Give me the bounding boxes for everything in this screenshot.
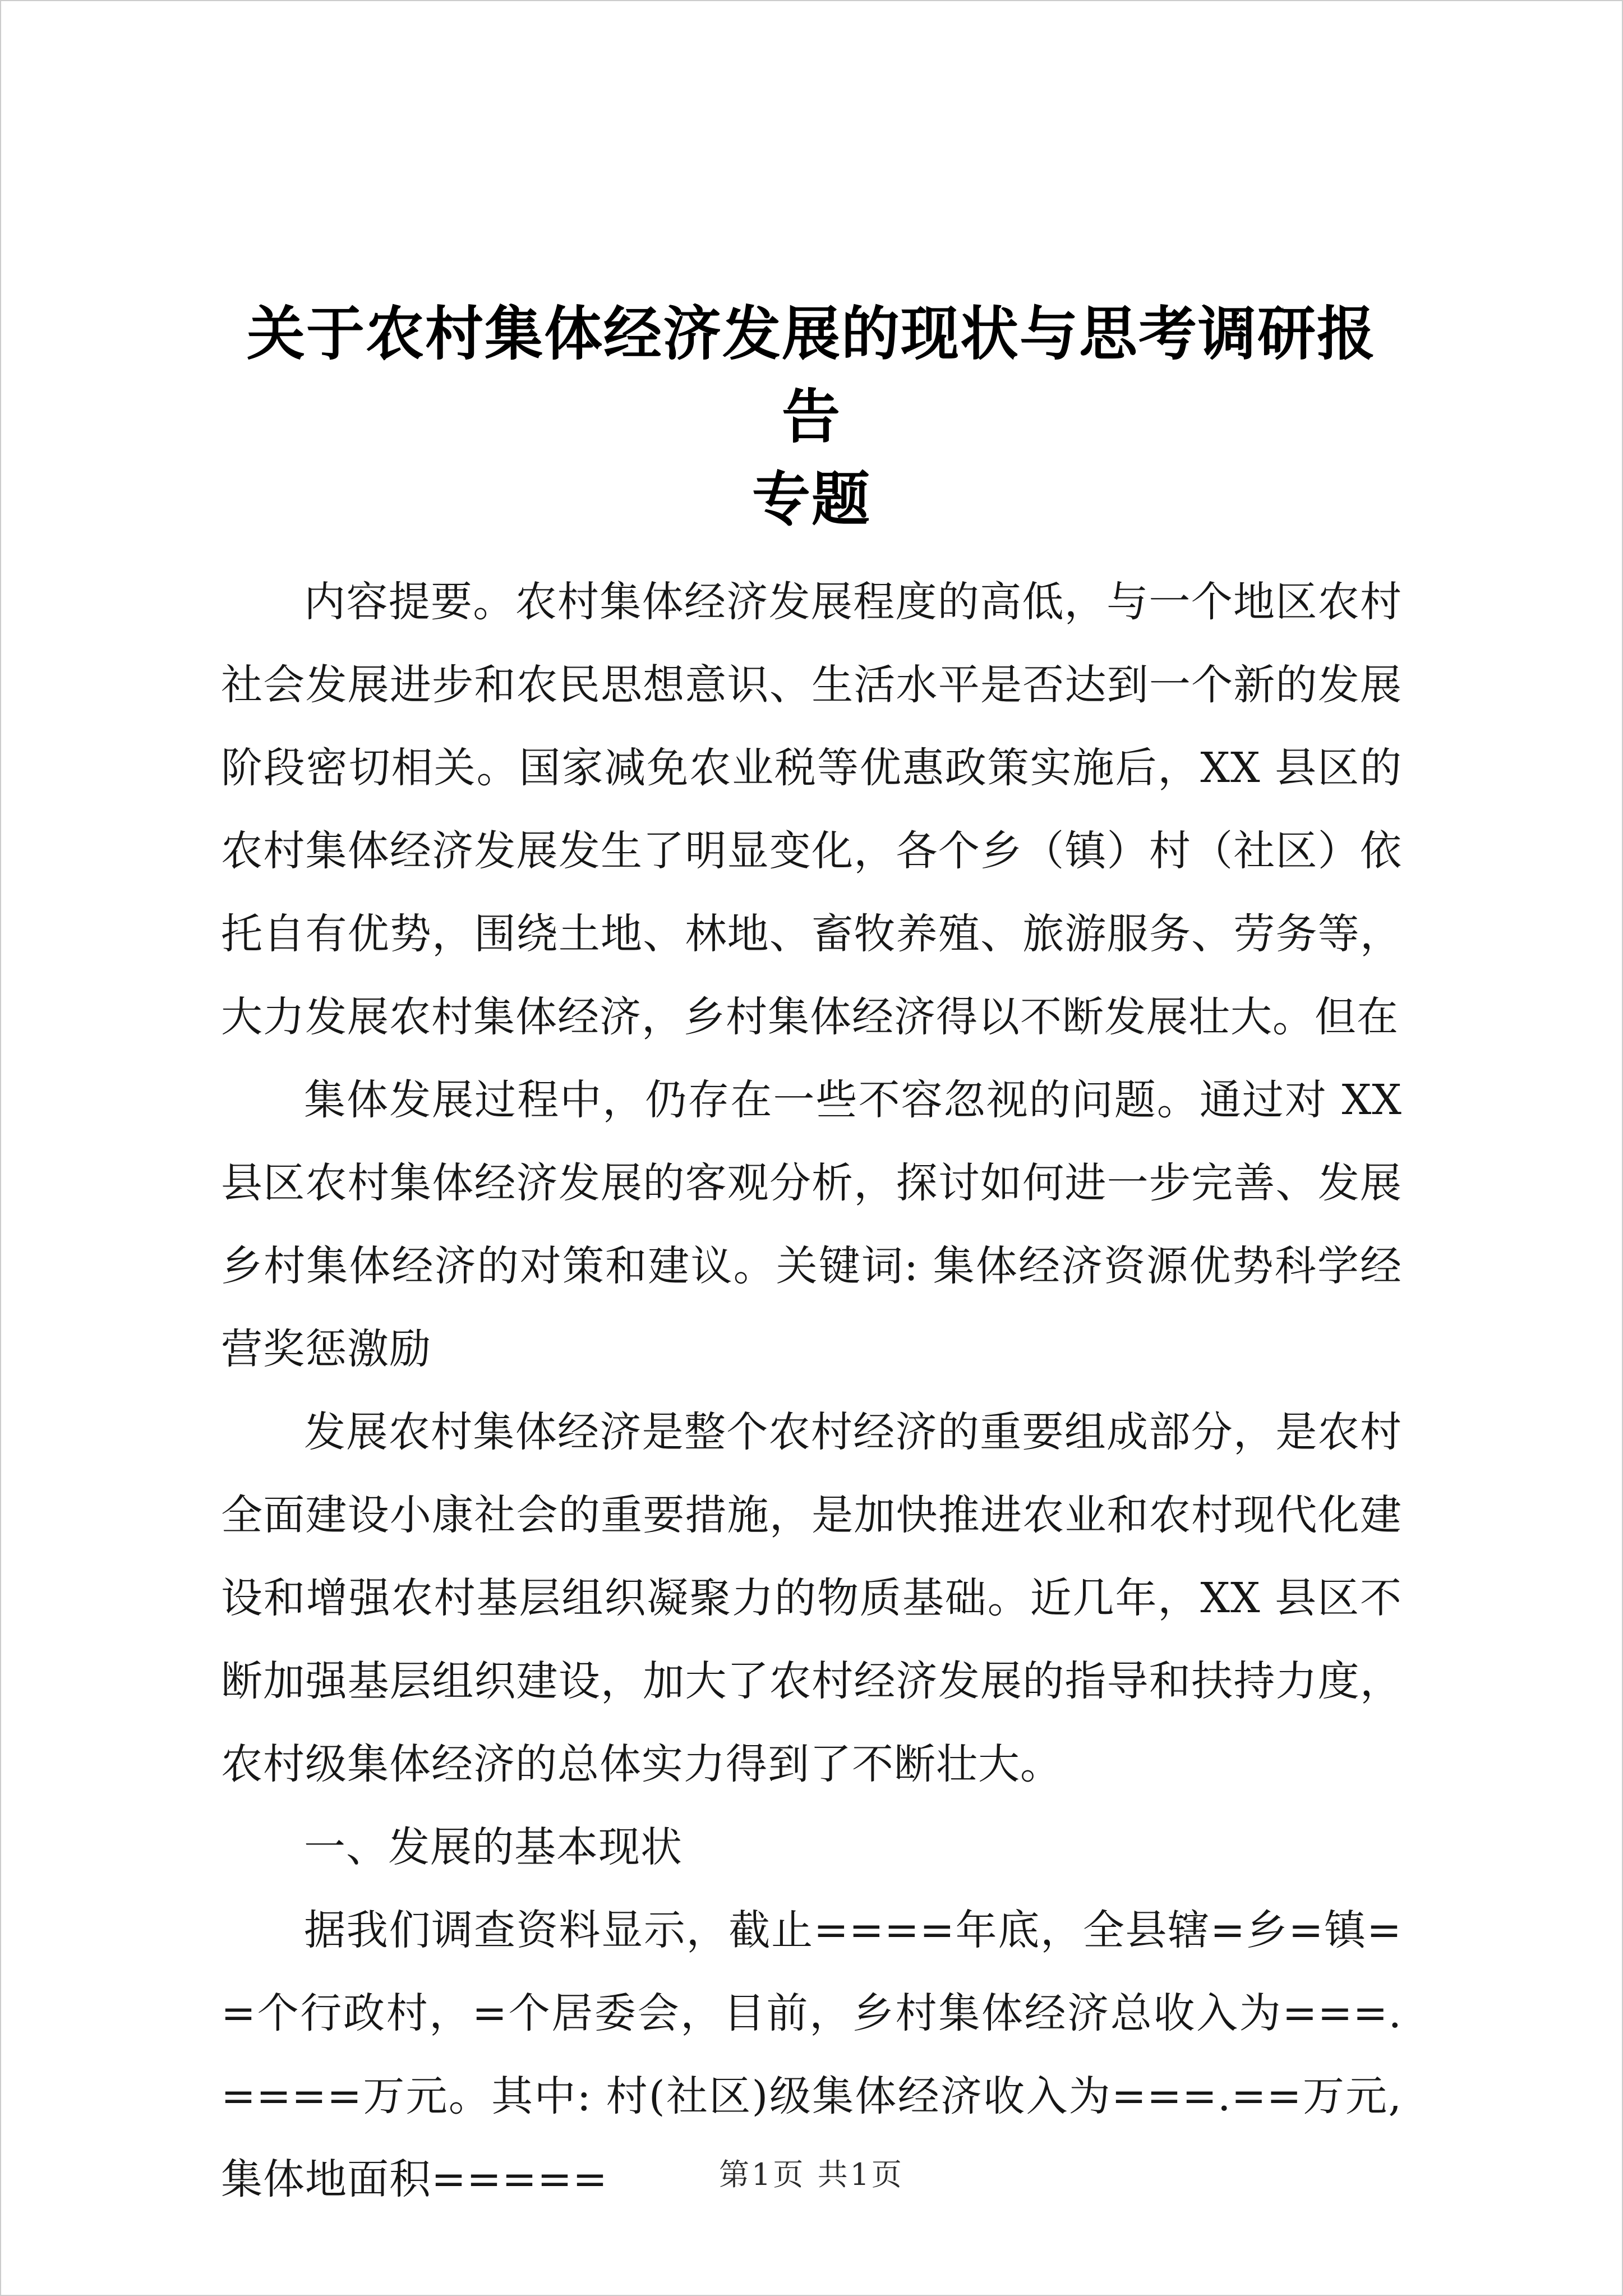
- document-title: [221, 293, 1402, 541]
- document-body: [221, 560, 1402, 2221]
- section-heading: 一、发展的基本现状: [304, 1823, 683, 1872]
- document-page: [1, 1, 1622, 2295]
- document-title-line-2: 专题: [751, 465, 871, 534]
- page-footer: [1, 2151, 1622, 2194]
- paragraph-survey-data: 据我们调查资料显示，截止====年底，全县辖=乡=镇==个行政村，=个居委会，目前，乡村集体经济总收入为===.====万元。其中: 村(社区)级集体经济收入为===.==万元,集体地面积=====: [221, 1906, 1402, 2204]
- paragraph-intro: 发展农村集体经济是整个农村经济的重要组成部分，是农村全面建设小康社会的重要措施，是加快推进农业和农村现代化建设和增强农村基层组织凝聚力的物质基础。近几年，XX 县区不断加强基层组织建设，加大了农村经济发展的指导和扶持力度，农村级集体经济的总体实力得到了不断壮大。: [221, 1408, 1402, 1789]
- page-number: 第1页 共1页: [719, 2157, 904, 2192]
- document-title-line-1: 关于农村集体经济发展的现状与思考调研报告: [246, 300, 1376, 451]
- paragraph-keywords: 集体发展过程中，仍存在一些不容忽视的问题。通过对 XX 县区农村集体经济发展的客观分析，探讨如何进一步完善、发展乡村集体经济的对策和建议。关键词: 集体经济资源优势科学经营奖惩激励: [221, 1076, 1402, 1374]
- paragraph-abstract: 内容提要。农村集体经济发展程度的高低，与一个地区农村社会发展进步和农民思想意识、生活水平是否达到一个新的发展阶段密切相关。国家减免农业税等优惠政策实施后，XX 县区的农村集体经济发展发生了明显变化，各个乡（镇）村（社区）依托自有优势，围绕土地、林地、畜牧养殖、旅游服务、劳务等，大力发展农村集体经济，乡村集体经济得以不断发展壮大。但在: [221, 578, 1402, 1042]
